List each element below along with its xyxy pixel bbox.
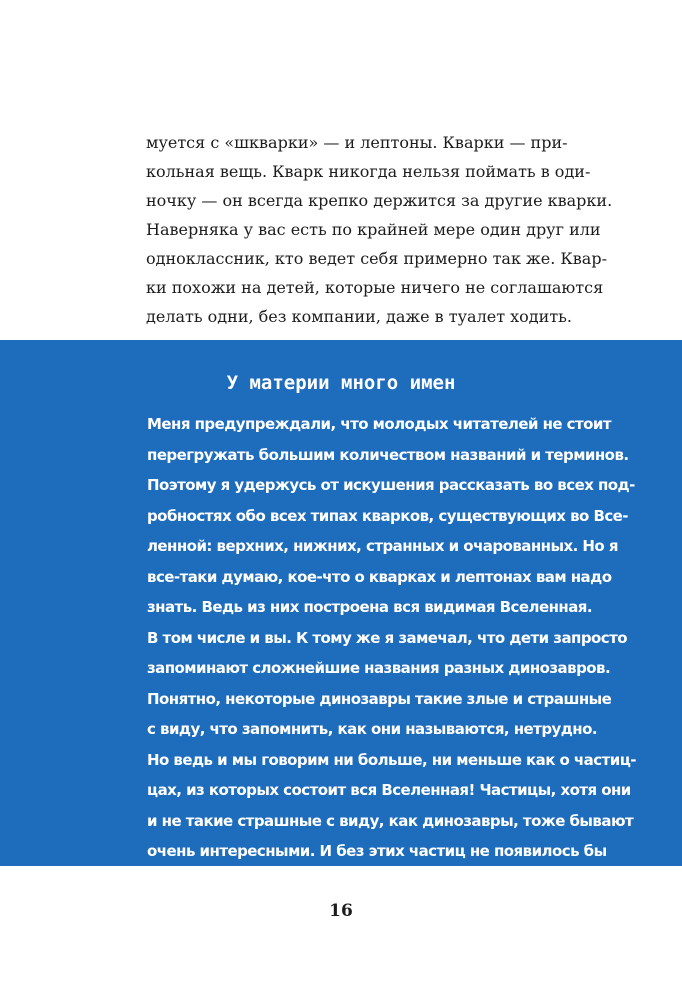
sidebar-text	[147, 409, 636, 897]
main-text	[146, 128, 613, 331]
sidebar-text-line: перегружать большим количеством названий и терминов.	[147, 445, 629, 464]
sidebar-text-line: и самих динозавров.	[256, 872, 427, 891]
main-text-line: муется с «шкварки» — и лептоны. Кварки — при-	[146, 133, 568, 152]
sidebar-text-line: Поэтому я удержусь от искушения рассказать во всех под-	[147, 476, 635, 494]
main-text-line: кольная вещь. Кварк никогда нельзя поймать в оди-	[146, 162, 591, 181]
main-text-line: Наверняка у вас есть по крайней мере один друг или	[146, 220, 601, 239]
sidebar-box	[0, 340, 682, 891]
sidebar-text-line: В том числе и вы. К тому же я замечал, что дети запросто	[147, 628, 628, 647]
sidebar-title: У материи много имен	[226, 372, 456, 394]
main-text-line: ки похожи на детей, которые ничего не соглашаются	[146, 278, 604, 297]
sidebar-text-line: Понятно, некоторые динозавры такие злые и страшные	[147, 689, 612, 708]
sidebar-text-line: ленной: верхних, нижних, странных и очарованных. Но я	[147, 537, 618, 555]
main-text-line: одноклассник, кто ведет себя примерно так же. Квар-	[146, 249, 607, 268]
sidebar-text-line: цах, из которых состоит вся Вселенная! Частицы, хотя они	[147, 781, 631, 799]
sidebar-text-line: с виду, что запомнить, как они называются, нетрудно.	[147, 720, 598, 738]
sidebar-text-line: Меня предупреждали, что молодых читателей не стоит	[147, 415, 612, 433]
sidebar-text-line: очень интересными. И без этих частиц не появилось бы	[147, 842, 607, 860]
sidebar-text-line: Но ведь и мы говорим ни больше, ни меньше как о частиц-	[147, 750, 636, 769]
sidebar-text-line: запоминают сложнейшие названия разных динозавров.	[147, 659, 611, 677]
sidebar-text-line: и не такие страшные с виду, как динозавры, тоже бывают	[147, 811, 634, 830]
page-number: 16	[329, 901, 353, 921]
main-text-line: ночку — он всегда крепко держится за другие кварки.	[146, 191, 613, 210]
main-text-line: делать одни, без компании, даже в туалет ходить.	[146, 307, 572, 326]
sidebar-text-line: робностях обо всех типах кварков, существующих во Все-	[147, 506, 628, 525]
sidebar-text-line: знать. Ведь из них построена вся видимая Вселенная.	[147, 598, 593, 616]
sidebar-text-line: все-таки думаю, кое-что о кварках и лептонах вам надо	[147, 567, 612, 586]
